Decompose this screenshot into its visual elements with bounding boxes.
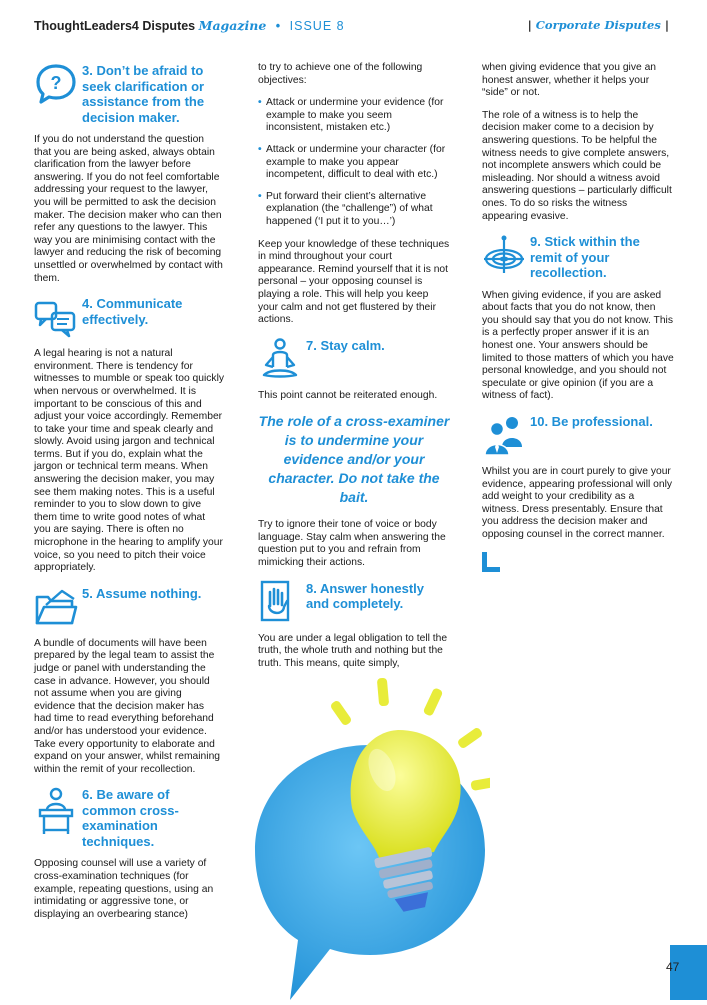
pull-quote: The role of a cross-examiner is to undermine your evidence and/or your character. Do not take the bait. bbox=[258, 413, 450, 506]
issue-label: ISSUE 8 bbox=[289, 19, 345, 33]
objectives-list bbox=[258, 97, 450, 228]
section-8-heading bbox=[258, 580, 450, 624]
section-7-heading bbox=[258, 337, 450, 381]
section-4-title: 4. Communicate effectively. bbox=[82, 296, 183, 327]
column-2-intro: to try to achieve one of the following objectives: bbox=[258, 62, 423, 86]
lectern-speaker-icon bbox=[34, 786, 82, 830]
section-5-body: A bundle of documents will have been prepared by the legal team to assist the judge or panel with understanding the case in advance. However, you should not assume when you are giving evidence that the decision maker has had time to read everything beforehand and/or has understood your evidence. Take every opportunity to elaborate and expand on your answer, whilst remaining within the remit of your recollection. bbox=[34, 637, 221, 775]
folder-documents-icon bbox=[34, 585, 82, 629]
header-bullet: • bbox=[275, 19, 281, 33]
raised-hand-icon bbox=[258, 580, 306, 624]
column-2-after-bullets: Keep your knowledge of these techniques in mind throughout your court appearance. Remind yourself that it is not personal – your opposing counsel is playing a role. This will help you keep your calm and not get flustered by their actions. bbox=[258, 238, 450, 326]
section-8-body: You are under a legal obligation to tell the truth, the whole truth and nothing but the truth. This means, quite simply, bbox=[258, 632, 448, 669]
chat-bubbles-icon bbox=[34, 295, 82, 339]
meditation-person-icon bbox=[258, 337, 306, 381]
question-bubble-icon bbox=[34, 62, 82, 106]
magazine-label: Magazine bbox=[198, 18, 267, 33]
witness-role-paragraph: The role of a witness is to help the decision maker come to a decision by answering questions. To be helpful the witness needs to give complete answers, not incomplete answers which could be misleading. Nor should a witness avoid answering questions – particularly difficult ones. To do so risks the witness appearing evasive. bbox=[482, 109, 672, 222]
section-6-heading bbox=[34, 786, 224, 849]
column-2 bbox=[258, 62, 450, 680]
page-header bbox=[0, 14, 707, 36]
column-3 bbox=[482, 62, 674, 572]
business-people-icon bbox=[482, 413, 530, 457]
brand-name: ThoughtLeaders4 Disputes bbox=[34, 19, 196, 33]
section-5-title: 5. Assume nothing. bbox=[82, 585, 202, 601]
section-name: Corporate Disputes bbox=[535, 18, 661, 32]
list-item: • Attack or undermine your character (for example to make you appear incompetent, difficult to deal with etc.) bbox=[258, 144, 450, 182]
column-2-after-quote: Try to ignore their tone of voice or body language. Stay calm when answering the question put to you and refrain from mimicking their actions. bbox=[258, 519, 446, 569]
section-10-body: Whilst you are in court purely to give your evidence, appearing professional will only add weight to your credibility as a witness. Dress presentably. Ensure that you address the decision maker and opposing counsel in the correct manner. bbox=[482, 465, 673, 540]
section-4-body: A legal hearing is not a natural environment. There is tendency for witnesses to mumble or speak too quickly when nervous or overwhelmed. It is important to be conscious of this and adjust your voice accordingly. Remember to take your time and speak clearly and slowly. Avoid using jargon and technical terms. But if you do, explain what the jargon or technical term means. When answering the decision maker, you may see them making notes. This is a useful reminder to you to slow down to give them time to write good notes of what you are saying. There is often no microphone in the hearing to amplify your voice, so you need to pitch their voice appropriately. bbox=[34, 348, 225, 574]
list-item: • Put forward their client’s alternative explanation (the “challenge”) of what happened (‘I put it to you…’) bbox=[258, 191, 450, 229]
section-9-title: 9. Stick within the remit of your recollection. bbox=[530, 234, 640, 281]
section-9-heading bbox=[482, 233, 674, 281]
section-5-heading bbox=[34, 585, 224, 629]
publication-title bbox=[34, 18, 345, 33]
section-6-body: Opposing counsel will use a variety of cross-examination techniques (for example, repeating questions, using an intimidating or aggressive tone, or displaying an overbearing stance) bbox=[34, 858, 214, 920]
page-number: 47 bbox=[666, 960, 680, 974]
column-1 bbox=[34, 62, 224, 931]
end-of-article-mark bbox=[482, 552, 500, 572]
list-item: • Attack or undermine your evidence (for example to make you seem inconsistent, mistaken etc.) bbox=[258, 97, 450, 135]
section-3-body: If you do not understand the question that you are being asked, always obtain clarification from the lawyer before answering. If you do not feel comfortable addressing your request to the lawyer, you will be permitted to ask the decision maker. The decision maker who can then refer any questions to the lawyer. This way you are minimising contact with the lawyer and reducing the risk of becoming unsettled or overwhelmed by contact with them. bbox=[34, 134, 223, 284]
section-9-body: When giving evidence, if you are asked about facts that you do not know, then you should say that you do not know. This is a perfectly proper answer if it is an honest one. Your answers should be limited to those matters of which you have personal knowledge, and you should not speculate or give opinion (if you are a witness of fact). bbox=[482, 289, 674, 402]
section-7-title: 7. Stay calm. bbox=[306, 337, 385, 353]
section-3-heading bbox=[34, 62, 224, 125]
section-8-title: 8. Answer honestly and completely. bbox=[306, 580, 424, 612]
column-3-continuation: when giving evidence that you give an honest answer, whether it helps your “side” or not. bbox=[482, 62, 657, 99]
section-7-body: This point cannot be reiterated enough. bbox=[258, 389, 438, 401]
section-10-title: 10. Be professional. bbox=[530, 413, 653, 429]
target-crosshair-icon bbox=[482, 233, 530, 277]
section-4-heading bbox=[34, 295, 224, 339]
svg-text:?: ? bbox=[50, 73, 62, 93]
section-6-title: 6. Be aware of common cross-examination techniques. bbox=[82, 787, 179, 849]
lightbulb-illustration bbox=[250, 670, 490, 1000]
section-10-heading bbox=[482, 413, 674, 457]
section-3-title: 3. Don’t be afraid to seek clarification or assistance from the decision maker. bbox=[82, 63, 205, 125]
section-tag: | Corporate Disputes | bbox=[527, 18, 669, 32]
